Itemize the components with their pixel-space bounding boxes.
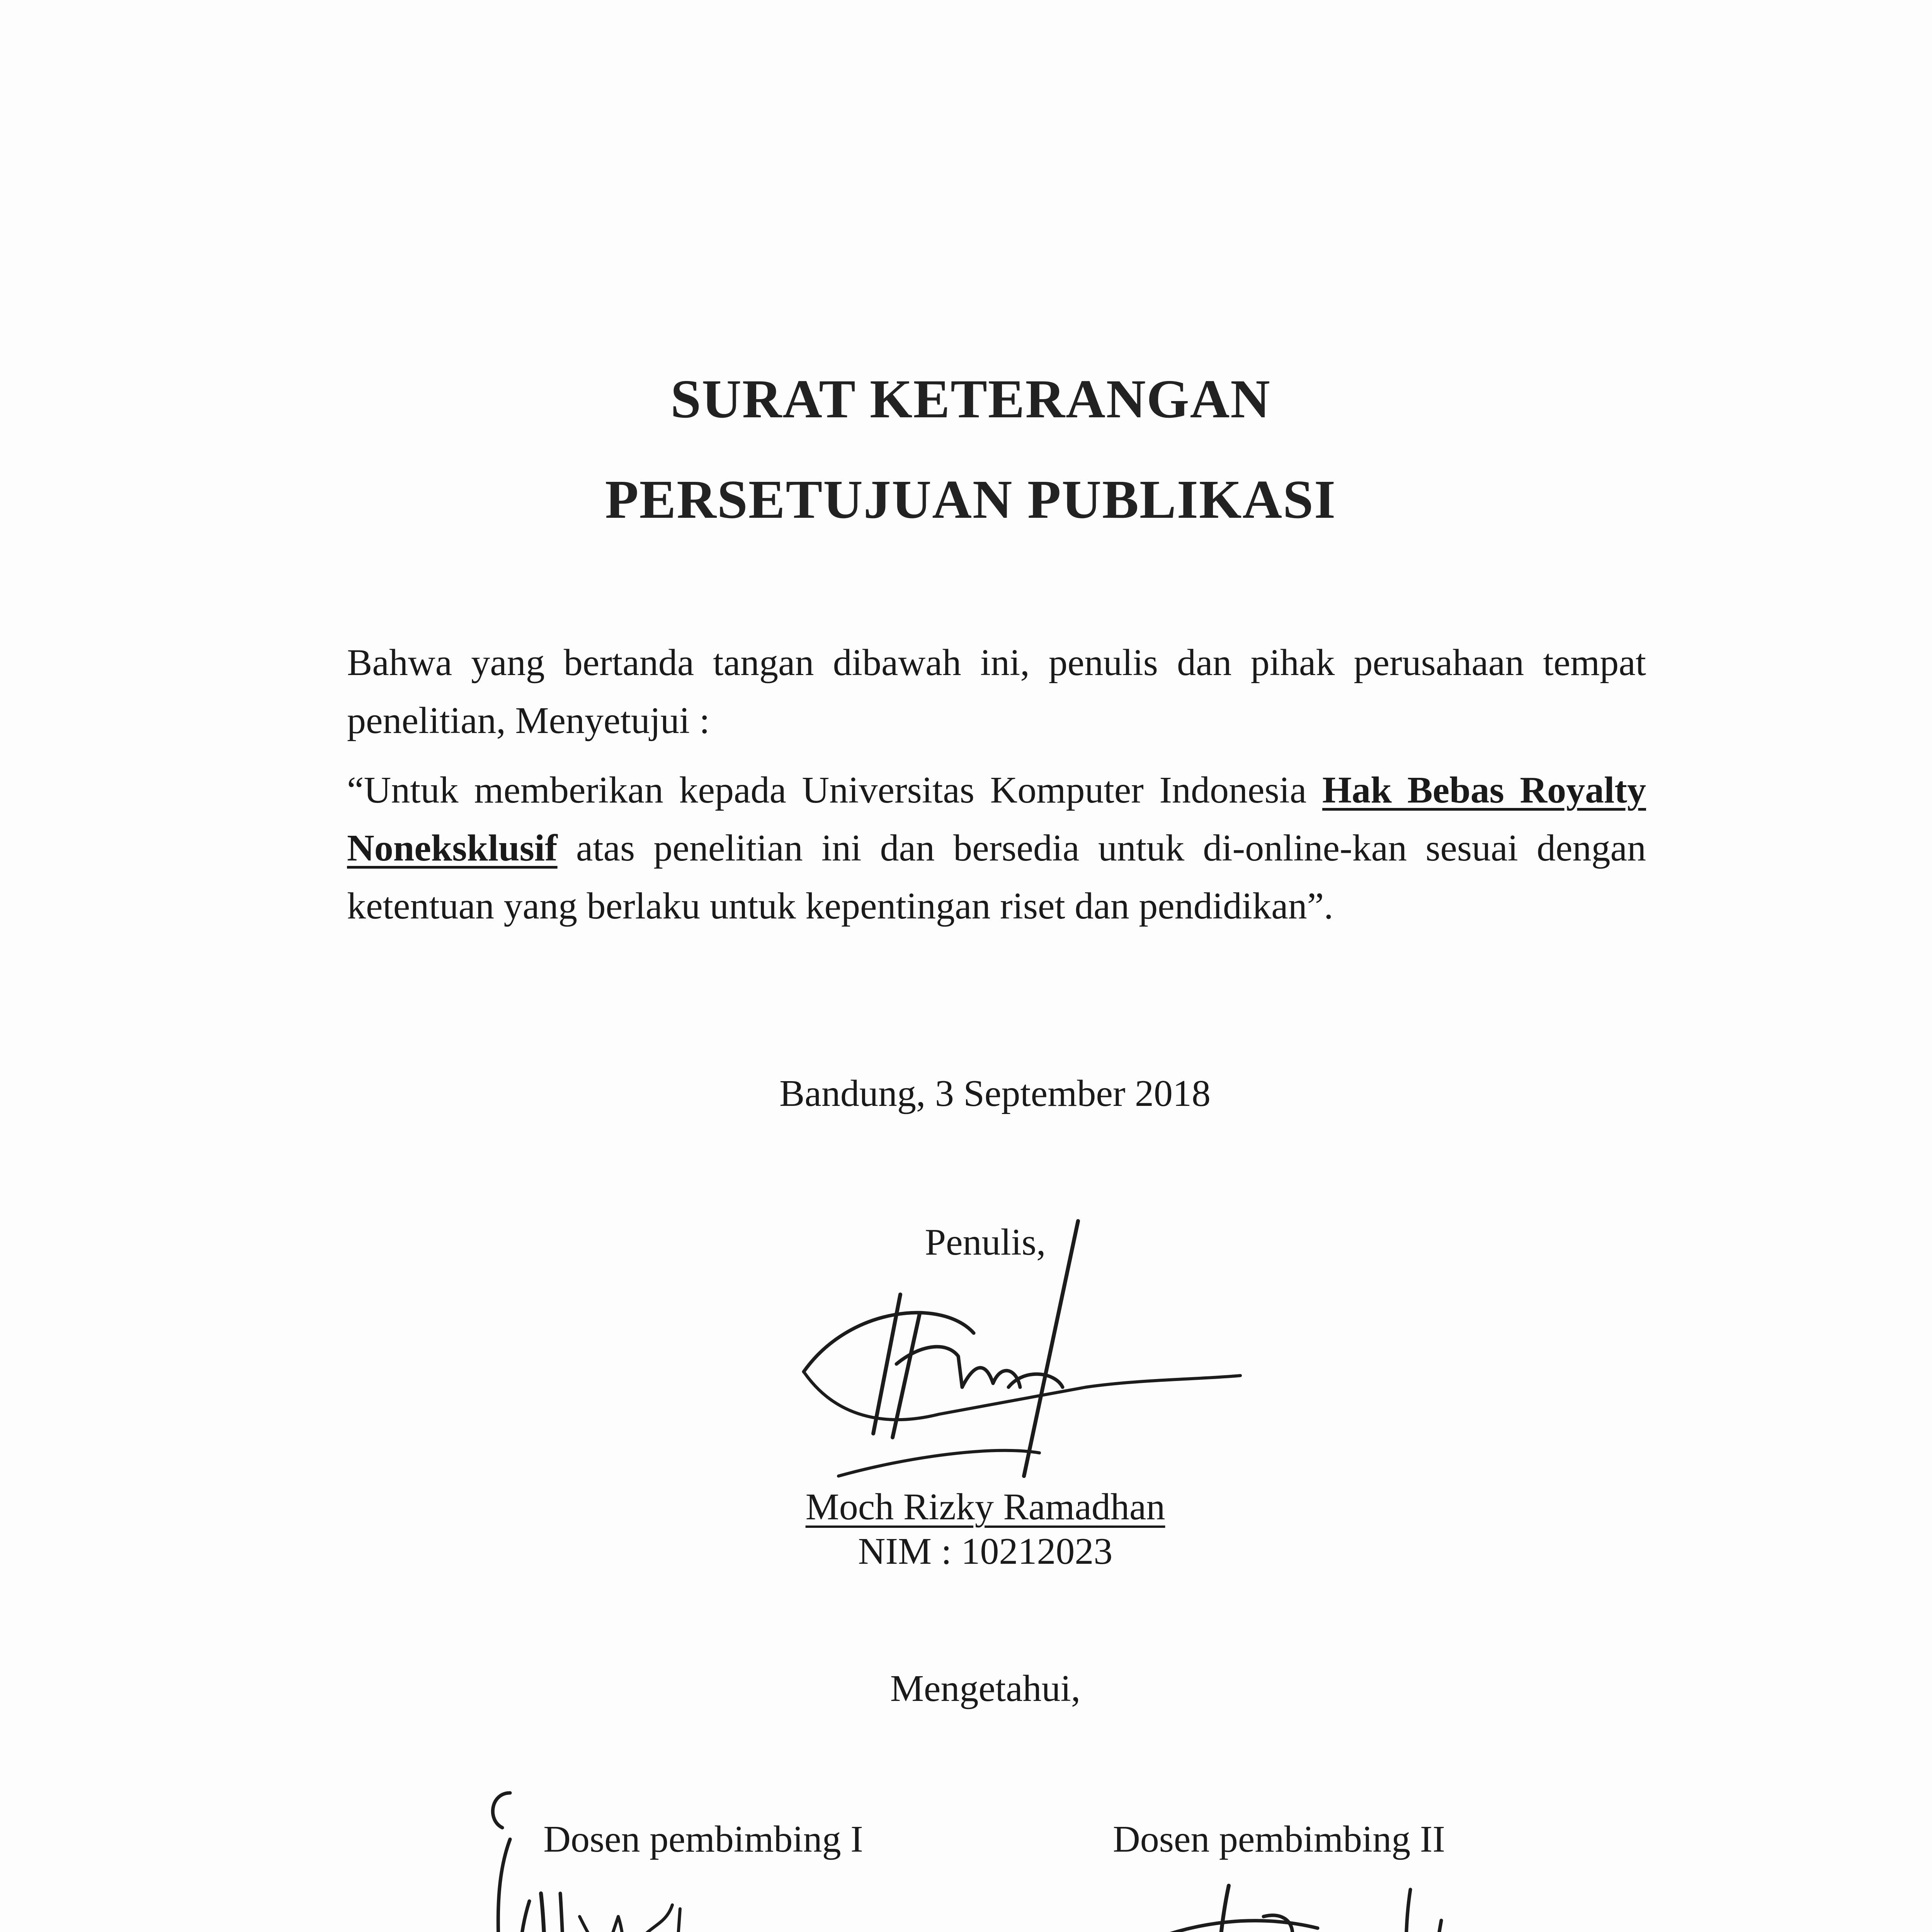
intro-paragraph: Bahwa yang bertanda tangan dibawah ini, penulis dan pihak perusahaan tempat penelitian, Menyetujui :	[347, 642, 1646, 742]
statement-highlight: Hak Bebas Royalty Noneksklusif	[347, 769, 1646, 869]
acknowledged-label: Mengetahui,	[890, 1668, 1081, 1709]
document-title: SURAT KETERANGAN	[670, 368, 1271, 429]
author-name: Moch Rizky Ramadhan	[805, 1486, 1165, 1528]
document-subtitle: PERSETUJUAN PUBLIKASI	[605, 469, 1337, 530]
statement-prefix: “Untuk memberikan kepada Universitas Komputer Indonesia	[347, 769, 1322, 811]
supervisor2-role: Dosen pembimbing II	[1112, 1818, 1446, 1860]
supervisor2-signature	[1101, 1862, 1526, 1932]
author-nim: NIM : 10212023	[858, 1531, 1113, 1572]
supervisor1-role: Dosen pembimbing I	[543, 1818, 863, 1860]
statement-suffix: atas penelitian ini dan bersedia untuk di-online-kan sesuai dengan ketentuan yang berlaku untuk kepentingan riset dan pendidikan”.	[347, 827, 1646, 927]
author-role: Penulis,	[925, 1221, 1046, 1263]
author-signature	[792, 1206, 1294, 1507]
place-date: Bandung, 3 September 2018	[779, 1073, 1211, 1114]
supervisor1-signature	[464, 1777, 734, 1932]
statement-paragraph	[347, 761, 1646, 935]
